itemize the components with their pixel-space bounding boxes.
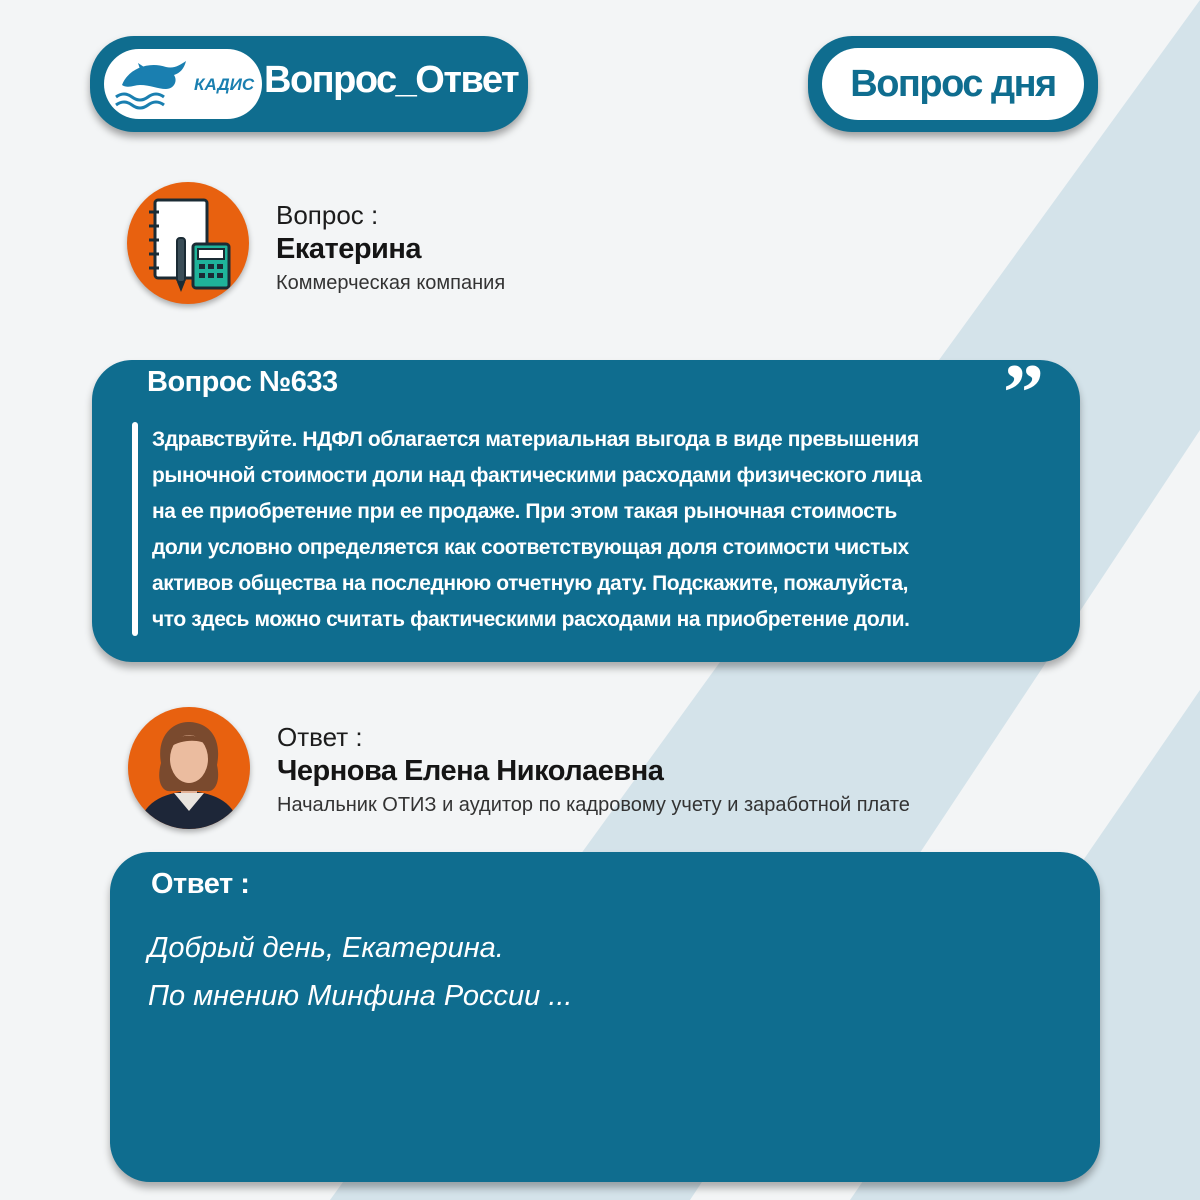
kadis-logo bbox=[104, 49, 262, 119]
page-title: Вопрос_Ответ bbox=[264, 59, 519, 101]
quote-mark-icon: ” bbox=[1003, 347, 1044, 438]
question-number: Вопрос №633 bbox=[147, 366, 338, 398]
answer-author-role: Начальник ОТИЗ и аудитор по кадровому учету и заработной плате bbox=[277, 794, 910, 816]
question-of-day-label: Вопрос дня bbox=[850, 62, 1056, 105]
answer-text: По мнению Минфина России ... bbox=[148, 980, 573, 1012]
answer-author-info bbox=[277, 722, 910, 817]
answer-card bbox=[110, 852, 1100, 1182]
logo-text: КАДИС bbox=[194, 75, 255, 94]
answer-title: Ответ : bbox=[151, 868, 250, 900]
answer-author-name: Чернова Елена Николаевна bbox=[277, 755, 664, 787]
question-author-role: Коммерческая компания bbox=[276, 272, 506, 294]
dolphin-icon bbox=[114, 55, 194, 115]
quote-bar bbox=[132, 422, 138, 636]
answer-label: Ответ : bbox=[277, 722, 363, 752]
notebook-calculator-icon bbox=[127, 182, 249, 304]
person-photo bbox=[128, 707, 250, 829]
question-of-day-badge bbox=[808, 36, 1098, 132]
question-author-name: Екатерина bbox=[276, 233, 422, 265]
question-author-avatar bbox=[127, 182, 249, 304]
question-text: Здравствуйте. НДФЛ облагается материальная выгода в виде превышения рыночной стоимости доли над фактическими расходами физического лица на ее приобретение при ее продаже. При этом такая рыночная стоимость доли условно определяется как соответствующая доля стоимости чистых активов общества на последнюю отчетную дату. Подскажите, пожалуйста, что здесь можно считать фактическими расходами на приобретение доли. bbox=[152, 428, 922, 631]
answer-greeting: Добрый день, Екатерина. bbox=[148, 932, 504, 964]
brand-header bbox=[90, 36, 528, 132]
answer-author-avatar bbox=[128, 707, 250, 829]
question-author-info bbox=[276, 200, 505, 295]
question-card bbox=[92, 347, 1080, 662]
question-label: Вопрос : bbox=[276, 200, 379, 230]
